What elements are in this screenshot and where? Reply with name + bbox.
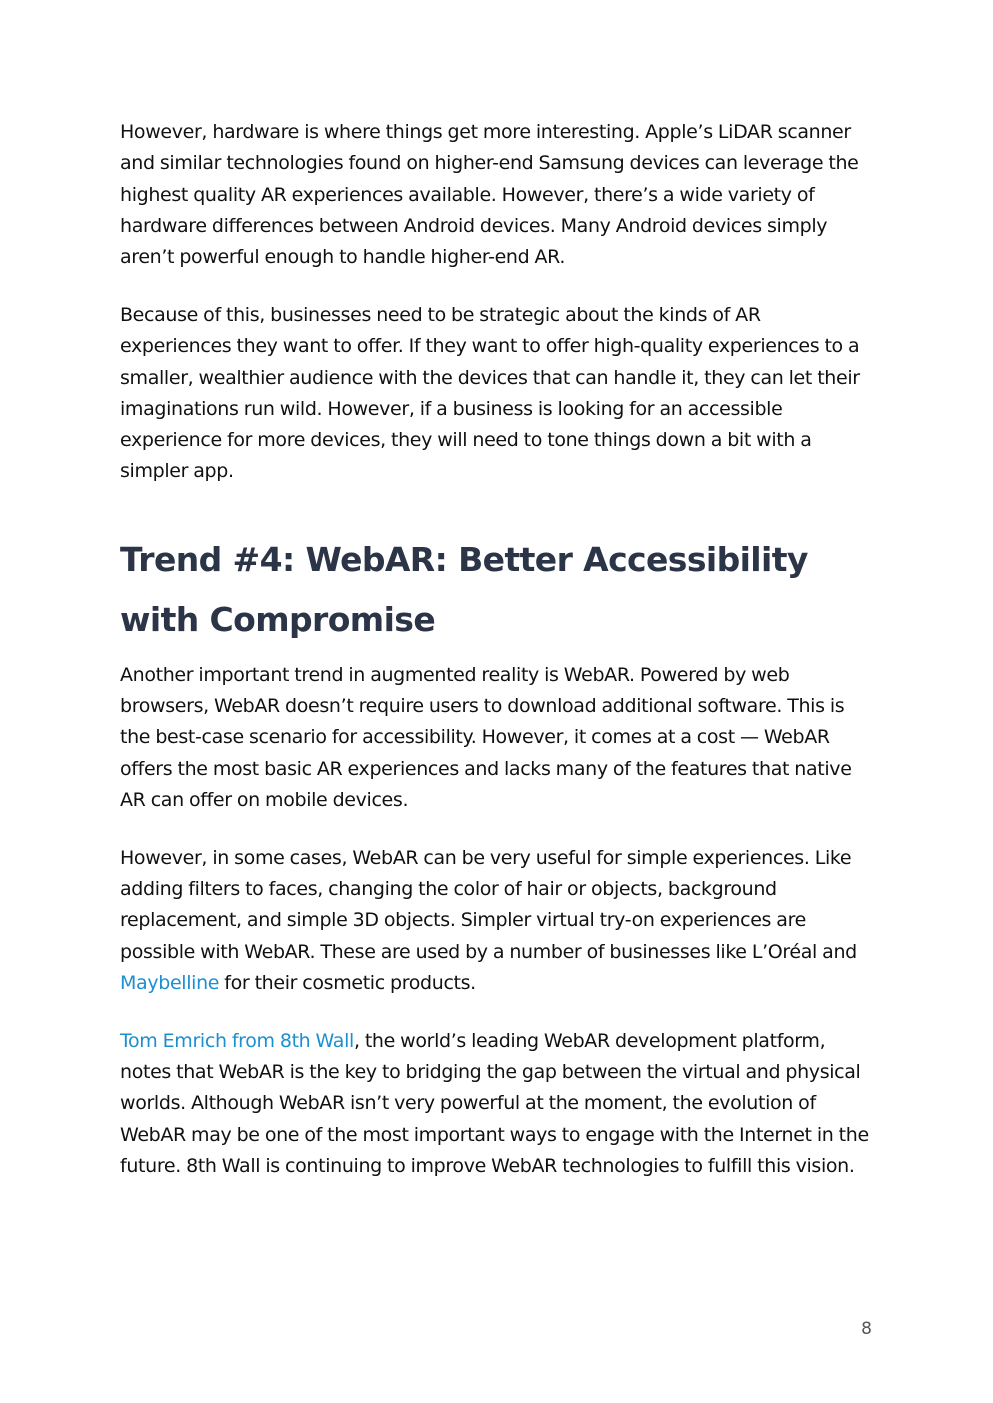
paragraph-text: , the world’s leading WebAR development platform, notes that WebAR is the key to bridging the gap between the virtual and physical worlds. Although WebAR isn’t very powerful at the moment, the evolution of WebAR may be one of the most important ways to engage with the Internet in the future. 8th Wall is continuing to improve WebAR technologies to fulfill this vision. (120, 1029, 869, 1177)
document-body (120, 117, 873, 1182)
tom-emrich-link[interactable]: Tom Emrich from 8th Wall (120, 1029, 354, 1052)
paragraph-text: However, in some cases, WebAR can be very useful for simple experiences. Like adding filters to faces, changing the color of hair or objects, background replacement, and simple 3D objects. Simpler virtual try-on experiences are possible with WebAR. These are used by a number of businesses like L’Oréal and (120, 846, 857, 963)
paragraph-webar-intro: Another important trend in augmented reality is WebAR. Powered by web browsers, WebAR doesn’t require users to download additional software. This is the best-case scenario for accessibility. However, it comes at a cost — WebAR offers the most basic AR experiences and lacks many of the features that native AR can offer on mobile devices. (120, 663, 852, 811)
page-number: 8 (861, 1319, 872, 1339)
paragraph-strategy: Because of this, businesses need to be strategic about the kinds of AR experiences they want to offer. If they want to offer high-quality experiences to a smaller, wealthier audience with the devices that can handle it, they can let their imaginations run wild. However, if a business is looking for an accessible experience for more devices, they will need to tone things down a bit with a simpler app. (120, 303, 860, 483)
paragraph-webar-uses (120, 843, 873, 999)
paragraph-text: for their cosmetic products. (219, 971, 476, 994)
paragraph-8th-wall (120, 1026, 873, 1182)
section-heading: Trend #4: WebAR: Better Accessibility with Compromise (120, 539, 808, 639)
maybelline-link[interactable]: Maybelline (120, 971, 220, 994)
paragraph-hardware: However, hardware is where things get more interesting. Apple’s LiDAR scanner and similar technologies found on higher-end Samsung devices can leverage the highest quality AR experiences available. However, there’s a wide variety of hardware differences between Android devices. Many Android devices simply aren’t powerful enough to handle higher-end AR. (120, 121, 859, 269)
